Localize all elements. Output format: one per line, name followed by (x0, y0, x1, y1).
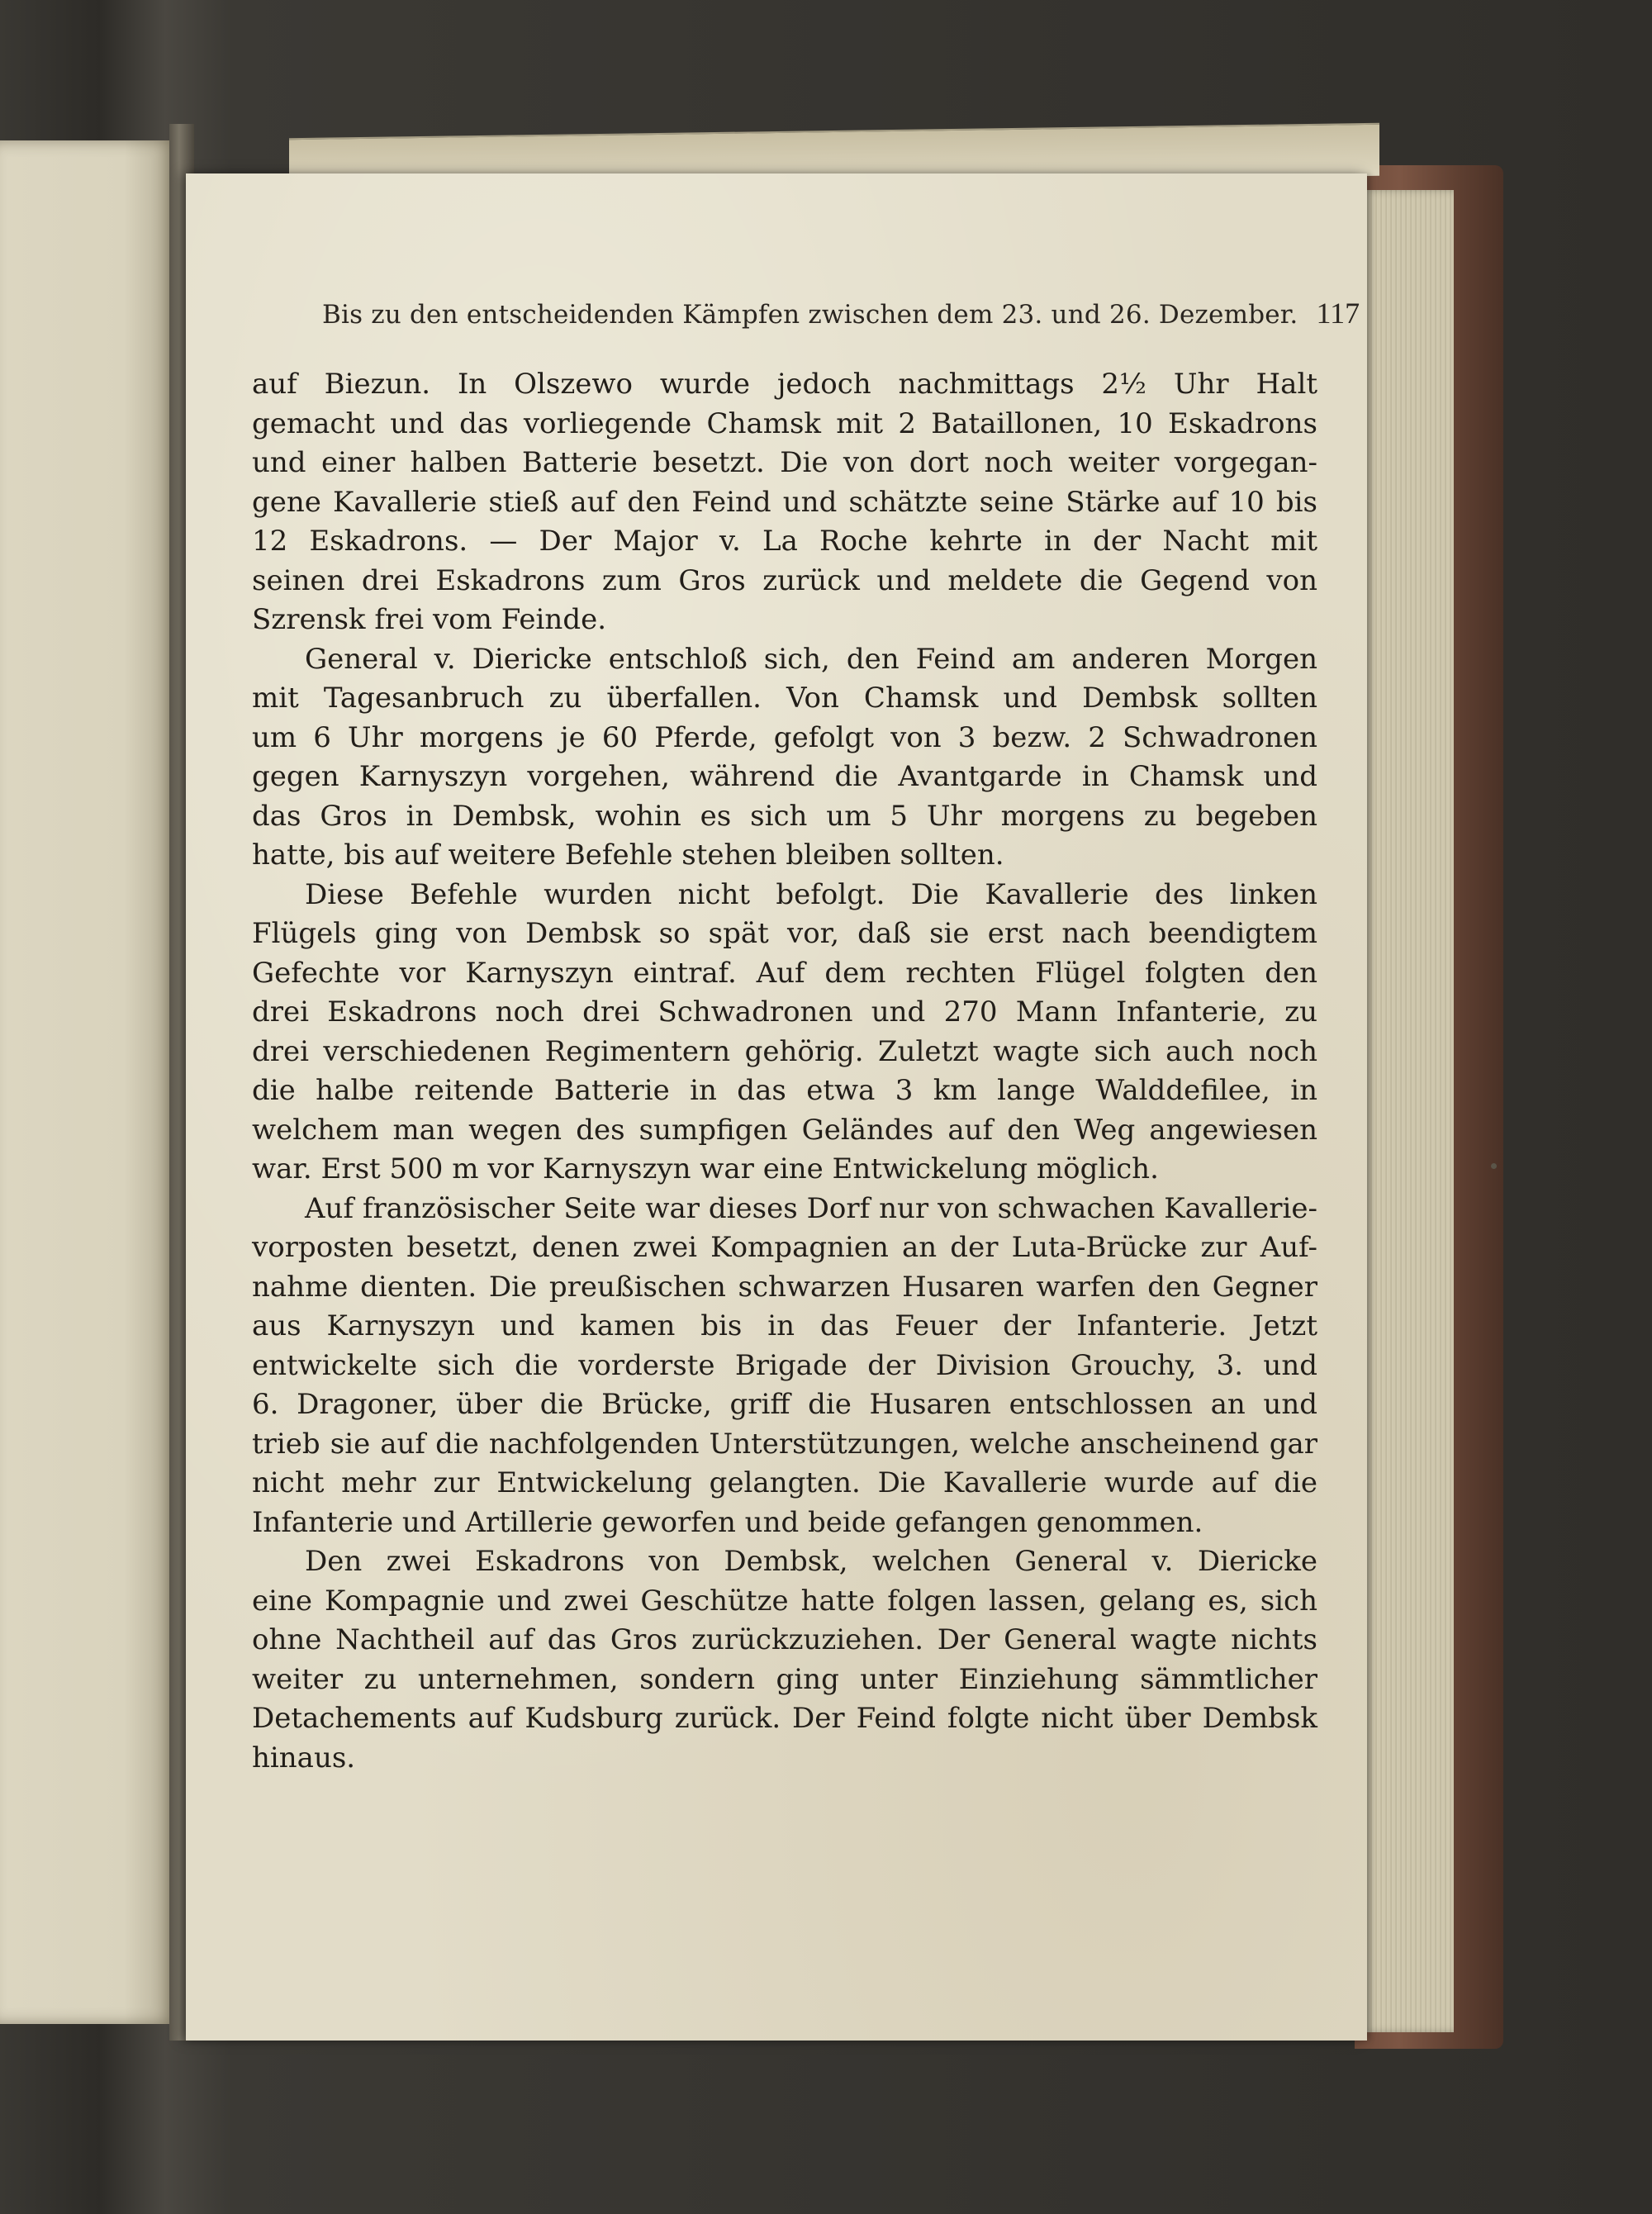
text-line: nicht mehr zur Entwickelung gelangten. Die Kavallerie wurde auf die (252, 1466, 1317, 1499)
text-line: Szrensk frei vom Feinde. (252, 603, 607, 636)
text-line: und einer halben Batterie besetzt. Die von dort noch weiter vorgegan- (252, 446, 1317, 479)
page-block-edges (1363, 190, 1454, 2032)
text-line: das Gros in Dembsk, wohin es sich um 5 Uhr morgens zu begeben (252, 799, 1317, 833)
text-line: nahme dienten. Die preußischen schwarzen Husaren warfen den Gegner (252, 1270, 1317, 1304)
facing-page-edge (0, 140, 178, 2024)
body-text (252, 365, 1317, 1778)
text-line: die halbe reitende Batterie in das etwa 3 km lange Walddefilee, in (252, 1074, 1317, 1107)
text-line: weiter zu unternehmen, sondern ging unter Einziehung sämmtlicher (252, 1662, 1317, 1696)
text-line: drei verschiedenen Regimentern gehörig. Zuletzt wagte sich auch noch (252, 1034, 1317, 1068)
text-line: trieb sie auf die nachfolgenden Unterstützungen, welche anscheinend gar (252, 1427, 1317, 1461)
text-line: Auf französischer Seite war dieses Dorf nur von schwachen Kavallerie- (305, 1191, 1317, 1225)
text-line: gemacht und das vorliegende Chamsk mit 2 Bataillonen, 10 Eskadrons (252, 406, 1317, 440)
text-line: General v. Diericke entschloß sich, den Feind am anderen Morgen (305, 642, 1317, 676)
text-line: Flügels ging von Dembsk so spät vor, daß sie erst nach beendigtem (252, 917, 1317, 950)
text-line: welchem man wegen des sumpfigen Geländes auf den Weg angewiesen (252, 1113, 1317, 1147)
ink-speck (1491, 1163, 1497, 1169)
text-line: hatte, bis auf weitere Befehle stehen bleiben sollten. (252, 839, 1004, 872)
text-line: Detachements auf Kudsburg zurück. Der Feind folgte nicht über Dembsk (252, 1702, 1317, 1735)
text-line: aus Karnyszyn und kamen bis in das Feuer der Infanterie. Jetzt (252, 1309, 1317, 1342)
text-line: drei Eskadrons noch drei Schwadronen und 270 Mann Infanterie, zu (252, 995, 1317, 1029)
text-line: auf Biezun. In Olszewo wurde jedoch nachmittags 2½ Uhr Halt (252, 368, 1317, 401)
text-line: Den zwei Eskadrons von Dembsk, welchen General v. Diericke (305, 1545, 1317, 1578)
page-number: 117 (1316, 297, 1360, 330)
running-title: Bis zu den entscheidenden Kämpfen zwischen dem 23. und 26. Dezember. (322, 300, 1298, 330)
text-line: vorposten besetzt, denen zwei Kompagnien an der Luta-Brücke zur Auf- (252, 1231, 1317, 1264)
text-line: Infanterie und Artillerie geworfen und beide gefangen genommen. (252, 1505, 1203, 1539)
text-line: entwickelte sich die vorderste Brigade der Division Grouchy, 3. und (252, 1348, 1317, 1382)
text-line: gegen Karnyszyn vorgehen, während die Avantgarde in Chamsk und (252, 760, 1317, 793)
text-line: 6. Dragoner, über die Brücke, griff die Husaren entschlossen an und (252, 1388, 1317, 1421)
text-line: seinen drei Eskadrons zum Gros zurück und meldete die Gegend von (252, 563, 1317, 597)
text-line: ohne Nachtheil auf das Gros zurückzuziehen. Der General wagte nichts (252, 1623, 1317, 1656)
text-line: war. Erst 500 m vor Karnyszyn war eine Entwickelung möglich. (252, 1152, 1159, 1185)
text-line: gene Kavallerie stieß auf den Feind und schätzte seine Stärke auf 10 bis (252, 485, 1317, 519)
text-line: eine Kompagnie und zwei Geschütze hatte folgen lassen, gelang es, sich (252, 1584, 1317, 1618)
text-line: Gefechte vor Karnyszyn eintraf. Auf dem rechten Flügel folgten den (252, 956, 1317, 990)
text-line: hinaus. (252, 1741, 356, 1775)
text-line: um 6 Uhr morgens je 60 Pferde, gefolgt von 3 bezw. 2 Schwadronen (252, 720, 1317, 754)
text-line: mit Tagesanbruch zu überfallen. Von Chamsk und Dembsk sollten (252, 682, 1317, 715)
page-header (322, 296, 1360, 345)
book-page (186, 173, 1367, 2041)
text-line: Diese Befehle wurden nicht befolgt. Die Kavallerie des linken (305, 877, 1317, 911)
text-line: 12 Eskadrons. — Der Major v. La Roche kehrte in der Nacht mit (252, 525, 1317, 558)
